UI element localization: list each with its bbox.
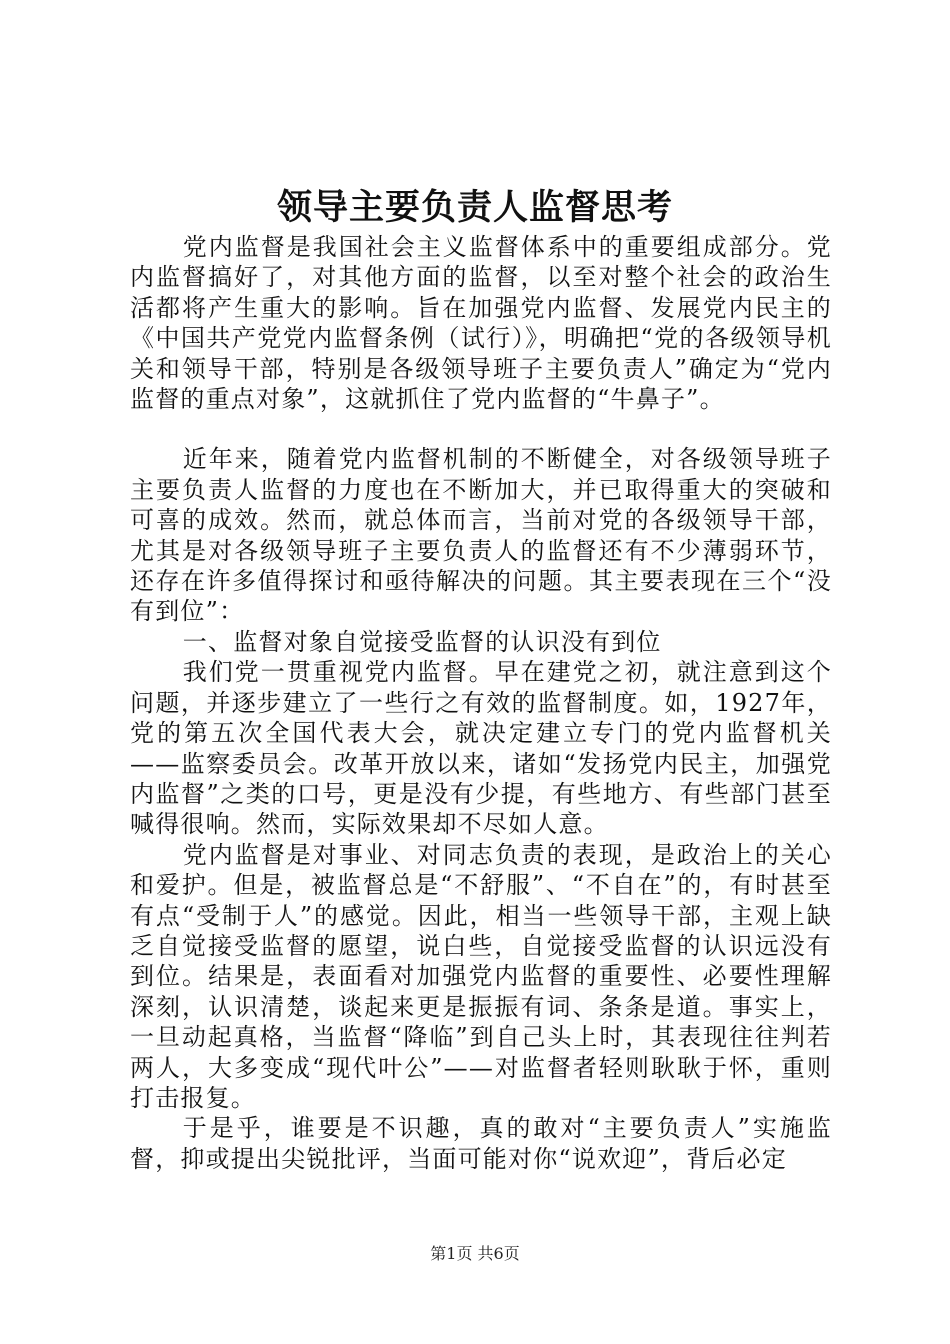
paragraph-consequence: 于是乎，谁要是不识趣，真的敢对“主要负责人”实施监督，抑或提出尖锐批评，当面可能对你“说欢迎”，背后必定 xyxy=(130,1114,832,1173)
page-footer: 第1页 共6页 xyxy=(430,1244,520,1263)
paragraph-intro: 党内监督是我国社会主义监督体系中的重要组成部分。党内监督搞好了，对其他方面的监督，以至对整个社会的政治生活都将产生重大的影响。旨在加强党内监督、发展党内民主的《中国共产党党内监督条例（试行）》，明确把“党的各级领导机关和领导干部，特别是各级领导班子主要负责人”确定为“党内监督的重点对象”，这就抓住了党内监督的“牛鼻子”。 xyxy=(130,233,832,414)
paragraph-recent-years: 近年来，随着党内监督机制的不断健全，对各级领导班子主要负责人监督的力度也在不断加大，并已取得重大的突破和可喜的成效。然而，就总体而言，当前对党的各级领导干部，尤其是对各级领导班子主要负责人的监督还有不少薄弱环节，还存在许多值得探讨和亟待解决的问题。其主要表现在三个“没有到位”： xyxy=(130,445,832,626)
section-heading-1: 一、监督对象自觉接受监督的认识没有到位 xyxy=(182,627,662,656)
paragraph-history: 我们党一贯重视党内监督。早在建党之初，就注意到这个问题，并逐步建立了一些行之有效的监督制度。如，1927年，党的第五次全国代表大会，就决定建立专门的党内监督机关——监察委员会。改革开放以来，诸如“发扬党内民主，加强党内监督”之类的口号，更是没有少提，有些地方、有些部门甚至喊得很响。然而，实际效果却不尽如人意。 xyxy=(130,658,832,839)
paragraph-supervision: 党内监督是对事业、对同志负责的表现，是政治上的关心和爱护。但是，被监督总是“不舒服”、“不自在”的，有时甚至有点“受制于人”的感觉。因此，相当一些领导干部，主观上缺乏自觉接受监督的愿望，说白些，自觉接受监督的认识远没有到位。结果是，表面看对加强党内监督的重要性、必要性理解深刻，认识清楚，谈起来更是振振有词、条条是道。事实上，一旦动起真格，当监督“降临”到自己头上时，其表现往往判若两人，大多变成“现代叶公”——对监督者轻则耿耿于怀，重则打击报复。 xyxy=(130,840,832,1112)
document-body xyxy=(130,232,832,1174)
document-title: 领导主要负责人监督思考 xyxy=(276,187,673,228)
